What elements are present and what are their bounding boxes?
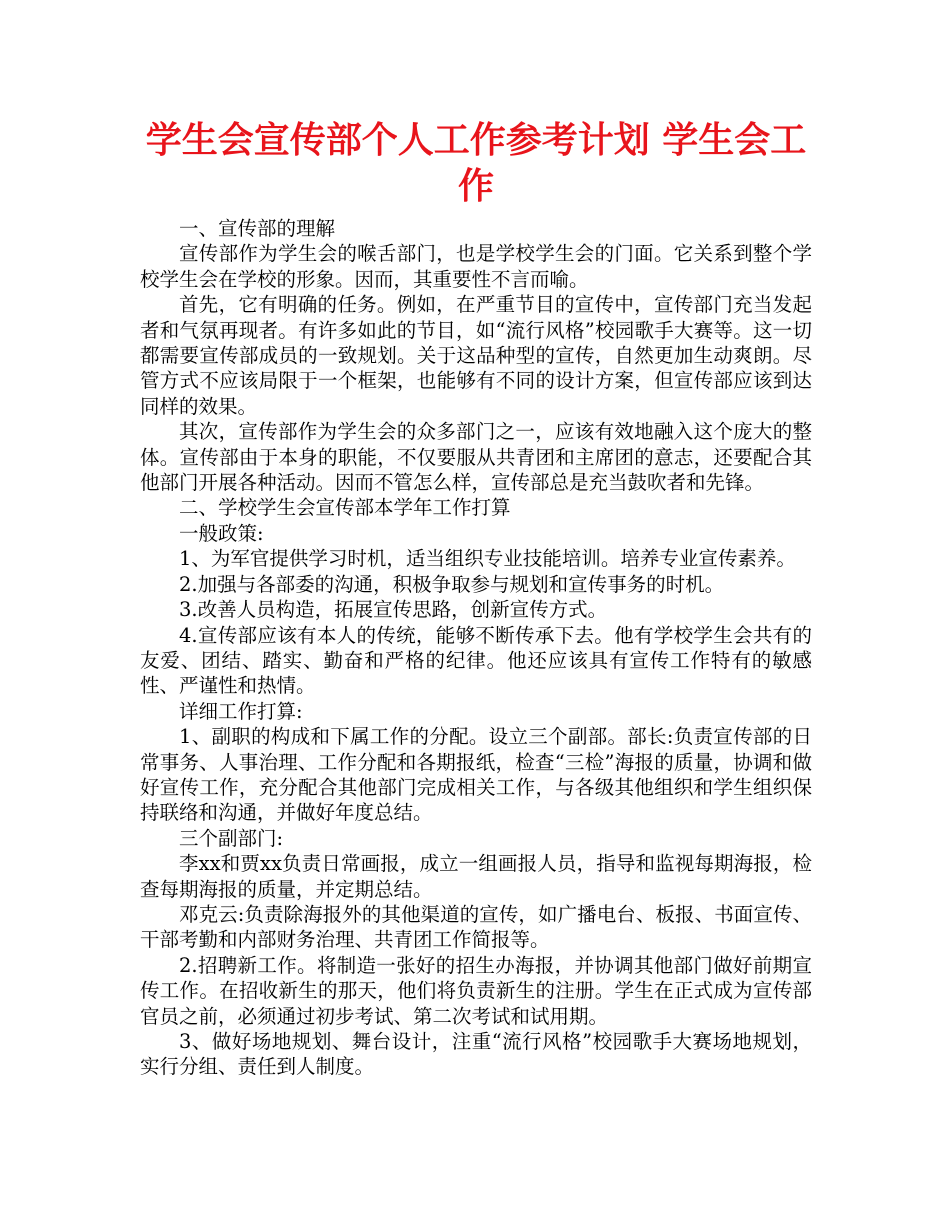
- list-item: 4.宣传部应该有本人的传统，能够不断传承下去。他有学校学生会共有的友爱、团结、踏实、勤奋和严格的纪律。他还应该具有宣传工作特有的敏感性、严谨性和热情。: [140, 623, 812, 698]
- list-item: 2.招聘新工作。将制造一张好的招生办海报，并协调其他部门做好前期宣传工作。在招收新生的那天，他们将负责新生的注册。学生在正式成为宣传部官员之前，必须通过初步考试、第二次考试和试用期。: [140, 953, 812, 1028]
- document-page: [140, 118, 812, 1080]
- paragraph: 李xx和贾xx负责日常画报，成立一组画报人员，指导和监视每期海报，检查每期海报的质量，并定期总结。: [140, 852, 812, 901]
- list-item: 3.改善人员构造，拓展宣传思路，创新宣传方式。: [179, 598, 608, 622]
- section-heading: 一、宣传部的理解: [179, 217, 336, 240]
- list-item: 1、副职的构成和下属工作的分配。设立三个副部。部长:负责宣传部的日常事务、人事治理、工作分配和各期报纸，检查“三检”海报的质量，协调和做好宣传工作，充分配合其他部门完成相关工作，与各级其他组织和学生组织保持联络和沟通，并做好年度总结。: [140, 725, 812, 825]
- subheading: 详细工作打算:: [179, 699, 303, 723]
- section-heading: 二、学校学生会宣传部本学年工作打算: [179, 496, 511, 520]
- document-title: 学生会宣传部个人工作参考计划 学生会工作: [145, 120, 807, 207]
- list-item: 3、做好场地规划、舞台设计，注重“流行风格”校园歌手大赛场地规划，实行分组、责任到人制度。: [140, 1030, 812, 1079]
- paragraph: 首先，它有明确的任务。例如，在严重节目的宣传中，宣传部门充当发起者和气氛再现者。有许多如此的节目，如“流行风格”校园歌手大赛等。这一切都需要宣传部成员的一致规划。关于这品种型的宣传，自然更加生动爽朗。尽管方式不应该局限于一个框架，也能够有不同的设计方案，但宣传部应该到达同样的效果。: [140, 293, 812, 418]
- list-item: 1、为军官提供学习时机，适当组织专业技能培训。培养专业宣传素养。: [179, 547, 796, 571]
- paragraph: 邓克云:负责除海报外的其他渠道的宣传，如广播电台、板报、书面宣传、干部考勤和内部财务治理、共青团工作简报等。: [140, 902, 812, 952]
- paragraph: 宣传部作为学生会的喉舌部门，也是学校学生会的门面。它关系到整个学校学生会在学校的形象。因而，其重要性不言而喻。: [140, 242, 812, 291]
- paragraph: 其次，宣传部作为学生会的众多部门之一，应该有效地融入这个庞大的整体。宣传部由于本身的职能，不仅要服从共青团和主席团的意志，还要配合其他部门开展各种活动。因而不管怎么样，宣传部总是充当鼓吹者和先锋。: [140, 420, 812, 495]
- document-body: [140, 216, 812, 1080]
- subheading: 三个副部门:: [179, 826, 284, 850]
- subheading: 一般政策:: [179, 521, 264, 545]
- list-item: 2.加强与各部委的沟通，积极争取参与规划和宣传事务的时机。: [179, 572, 725, 596]
